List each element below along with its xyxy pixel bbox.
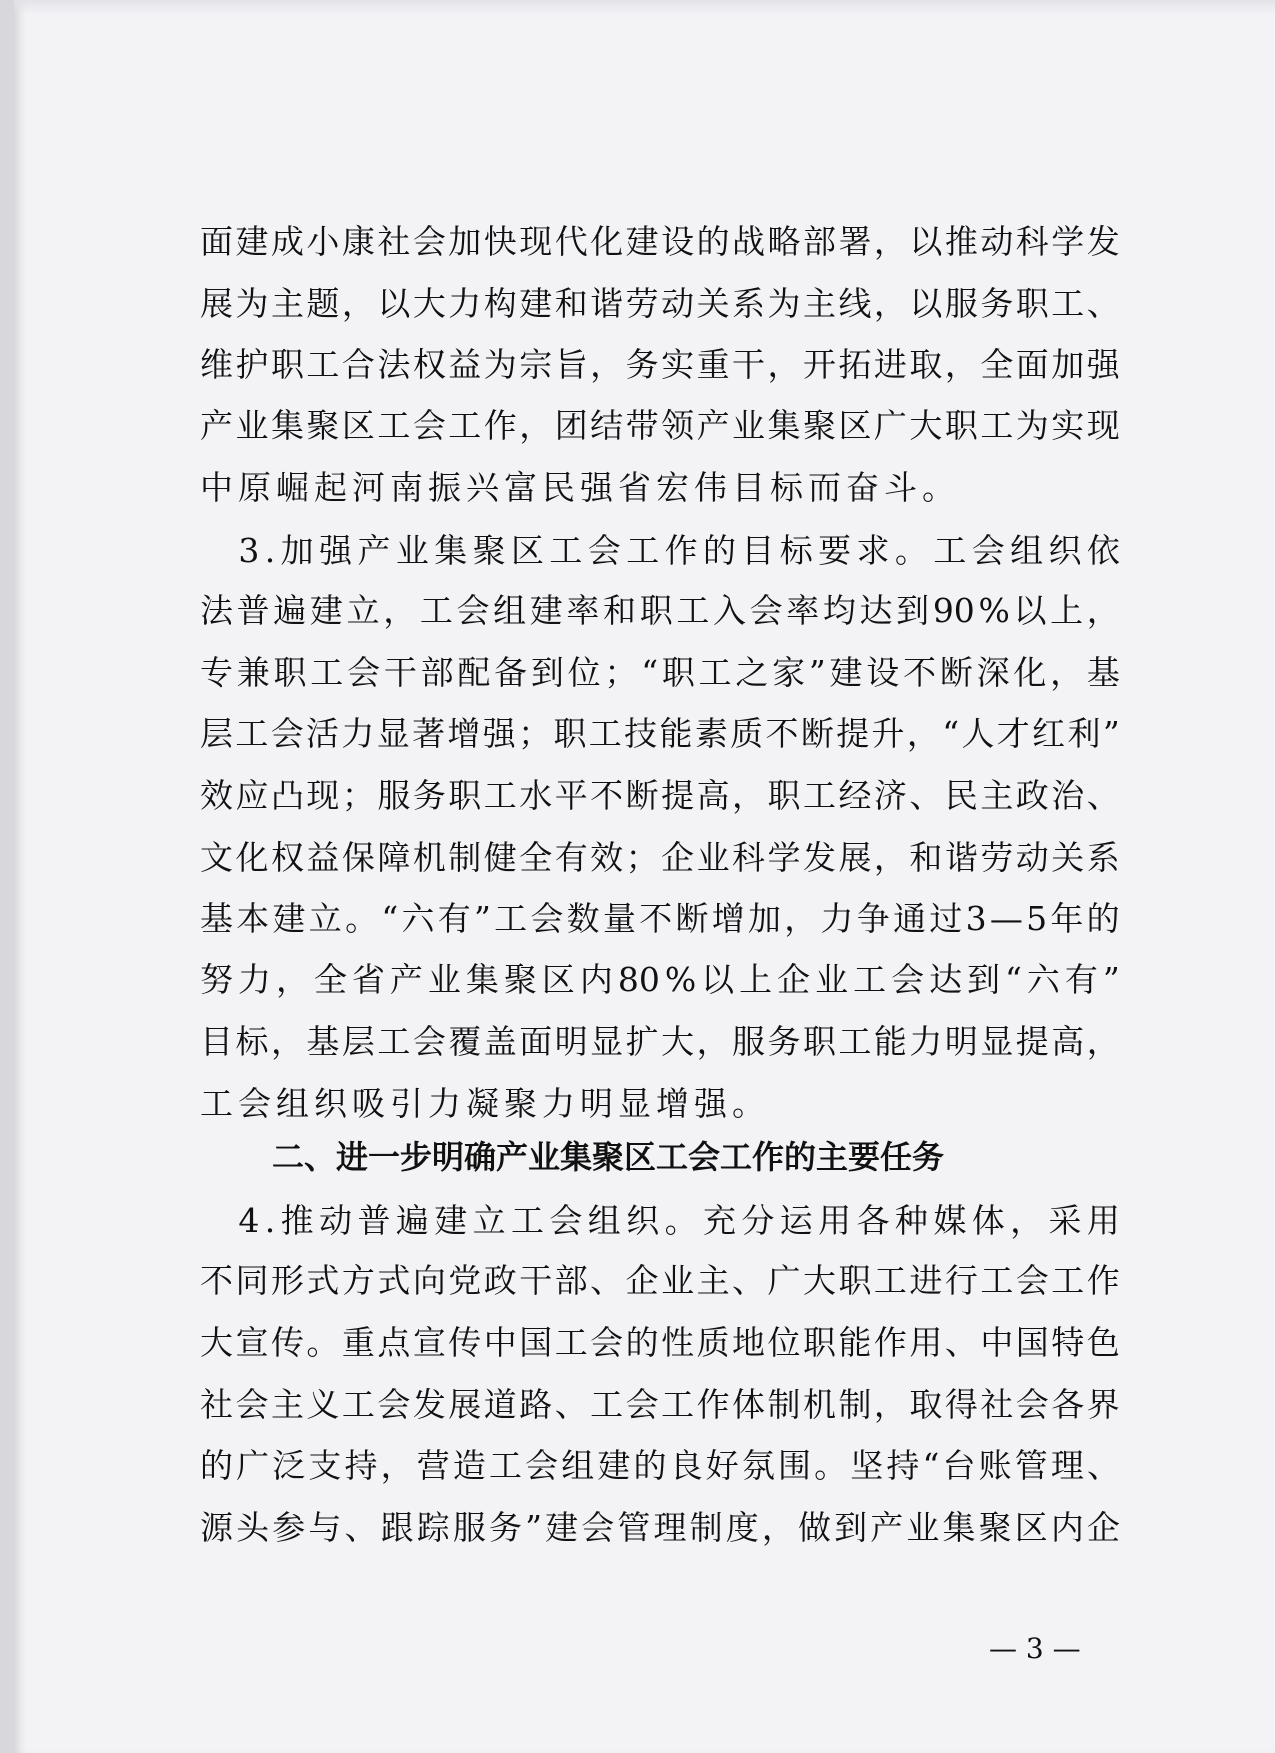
text-line: 专 兼 职 工 会 干 部 配 备 到 位 ； “ 职 工 之 家 ” 建 设 不 断 深 化 ， 基	[200, 653, 1120, 692]
text-line: 效 应 凸 现 ； 服 务 职 工 水 平 不 断 提 高 ， 职 工 经 济 、 民 主 政 治 、	[200, 776, 1120, 815]
text-line: 层 工 会 活 力 显 著 增 强 ； 职 工 技 能 素 质 不 断 提 升 ， “ 人 才 红 利 ”	[200, 714, 1120, 753]
text-line: 4 . 推 动 普 遍 建 立 工 会 组 织 。 充 分 运 用 各 种 媒 体 ， 采 用	[238, 1201, 1120, 1240]
text-line: 社 会 主 义 工 会 发 展 道 路 、 工 会 工 作 体 制 机 制 ， 取 得 社 会 各 界	[200, 1385, 1120, 1424]
text-line: 不 同 形 式 方 式 向 党 政 干 部 、 企 业 主 、 广 大 职 工 进 行 工 会 工 作	[200, 1261, 1120, 1300]
text-line: 产 业 集 聚 区 工 会 工 作 ， 团 结 带 领 产 业 集 聚 区 广 大 职 工 为 实 现	[200, 406, 1120, 445]
text-line: 工会组织吸引力凝聚力明显增强。	[200, 1084, 770, 1123]
page-number: — 3 —	[989, 1632, 1081, 1665]
text-line: 目 标 ， 基 层 工 会 覆 盖 面 明 显 扩 大 ， 服 务 职 工 能 力 明 显 提 高 ，	[200, 1022, 1120, 1061]
text-line: 努 力 ， 全 省 产 业 集 聚 区 内 80 % 以 上 企 业 工 会 达 到 “ 六 有 ”	[200, 960, 1120, 999]
text-line: 面 建 成 小 康 社 会 加 快 现 代 化 建 设 的 战 略 部 署 ， 以 推 动 科 学 发	[200, 222, 1120, 261]
text-line: 的 广 泛 支 持 ， 营 造 工 会 组 建 的 良 好 氛 围 。 坚 持 “ 台 账 管 理 、	[200, 1446, 1120, 1485]
text-line: 展 为 主 题 ， 以 大 力 构 建 和 谐 劳 动 关 系 为 主 线 ， 以 服 务 职 工 、	[200, 284, 1120, 323]
scan-edge	[14, 0, 1275, 14]
text-line: 法 普 遍 建 立 ， 工 会 组 建 率 和 职 工 入 会 率 均 达 到 90 % 以 上 ，	[200, 591, 1120, 630]
text-line: 3 . 加 强 产 业 集 聚 区 工 会 工 作 的 目 标 要 求 。 工 会 组 织 依	[238, 531, 1120, 570]
text-line: 维 护 职 工 合 法 权 益 为 宗 旨 ， 务 实 重 干 ， 开 拓 进 取 ， 全 面 加 强	[200, 345, 1120, 384]
text-line: 中原崛起河南振兴富民强省宏伟目标而奋斗。	[200, 468, 960, 507]
section-heading: 二、进一步明确产业集聚区工会工作的主要任务	[272, 1138, 945, 1176]
text-line: 源 头 参 与 、 跟 踪 服 务 ” 建 会 管 理 制 度 ， 做 到 产 业 集 聚 区 内 企	[200, 1508, 1120, 1547]
text-line: 基 本 建 立 。 “ 六 有 ” 工 会 数 量 不 断 增 加 ， 力 争 通 过 3 — 5 年 的	[200, 899, 1120, 938]
text-line: 大 宣 传 。 重 点 宣 传 中 国 工 会 的 性 质 地 位 职 能 作 用 、 中 国 特 色	[200, 1323, 1120, 1362]
text-line: 文 化 权 益 保 障 机 制 健 全 有 效 ； 企 业 科 学 发 展 ， 和 谐 劳 动 关 系	[200, 838, 1120, 877]
document-page	[14, 0, 1275, 1753]
